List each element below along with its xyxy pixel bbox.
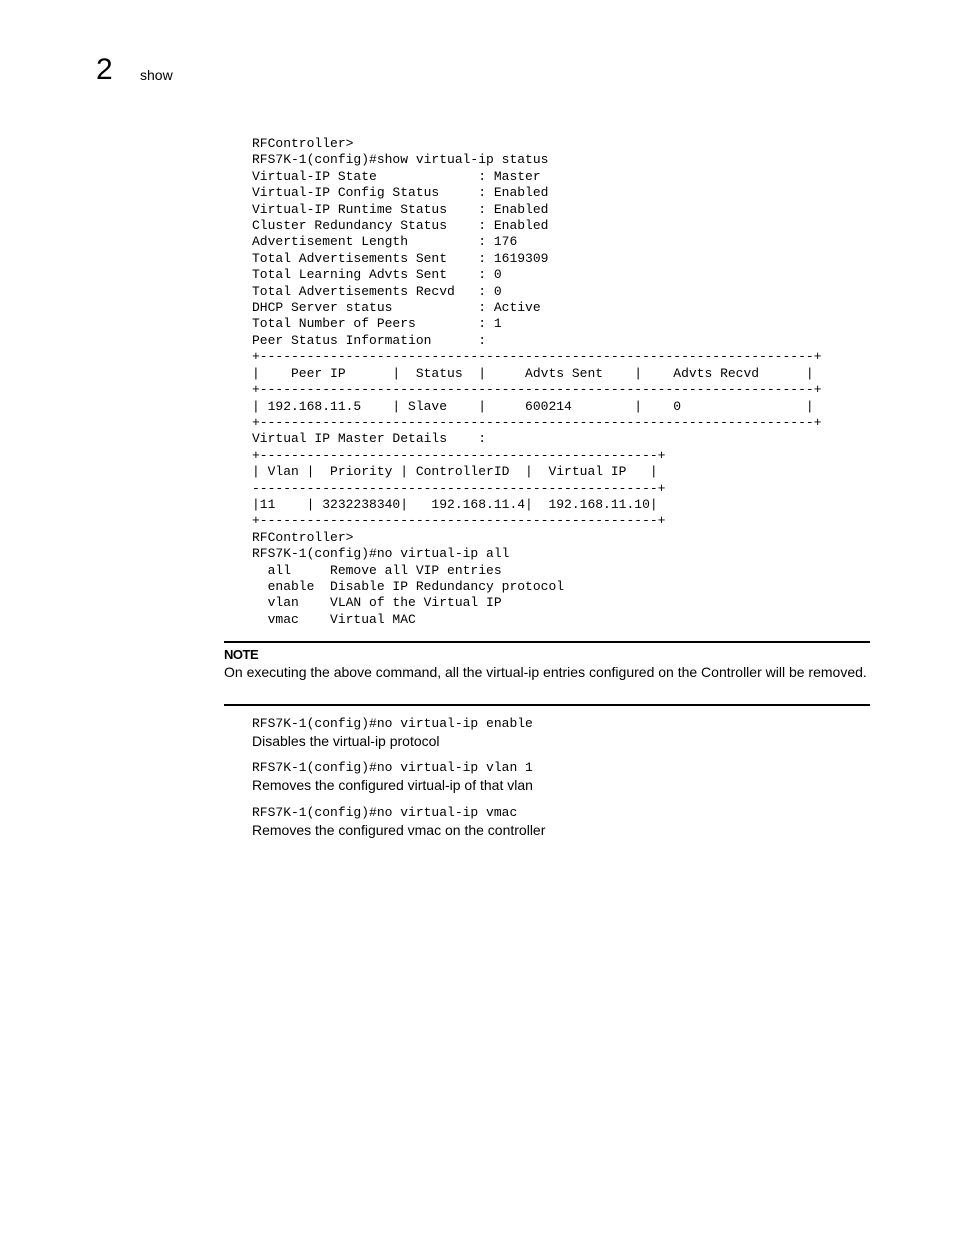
- command-no-virtual-ip-vmac: RFS7K-1(config)#no virtual-ip vmac: [252, 805, 518, 820]
- chapter-title: show: [140, 67, 173, 83]
- description-no-virtual-ip-vlan: Removes the configured virtual-ip of that vlan: [252, 777, 533, 793]
- command-no-virtual-ip-enable: RFS7K-1(config)#no virtual-ip enable: [252, 716, 533, 731]
- note-heading: NOTE: [224, 647, 259, 662]
- code-block-show-virtual-ip: RFController> RFS7K-1(config)#show virtual-ip status Virtual-IP State : Master Virtual-IP Config Status : Enabled Virtual-IP Runtime Status : Enabled Cluster Redundancy Status : Enabled Advertisement Length : 176 Total Advertisements Sent : 1619309 Total Learning Advts Sent : 0 Total Advertisements Recvd : 0 DHCP Server status : Active Total Number of Peers : 1 Peer Status Information : +-----------------------------------------------------------------------+ | Peer IP | Status | Advts Sent | Advts Recvd | +-----------------------------------------------------------------------+ | 192.168.11.5 | Slave | 600214 | 0 | +-----------------------------------------------------------------------+ Virtual IP Master Details : +---------------------------------------------------+ | Vlan | Priority | ControllerID | Virtual IP | ----------------------------------------------------+ |11 | 3232238340| 192.168.11.4| 192.168.11.10| +---------------------------------------------------+ RFController> RFS7K-1(config)#no virtual-ip all all Remove all VIP entries enable Disable IP Redundancy protocol vlan VLAN of the Virtual IP vmac Virtual MAC: [252, 136, 822, 627]
- note-text: On executing the above command, all the virtual-ip entries configured on the Controller will be removed.: [224, 664, 867, 680]
- description-no-virtual-ip-vmac: Removes the configured vmac on the controller: [252, 822, 546, 838]
- chapter-number: 2: [96, 53, 113, 86]
- description-no-virtual-ip-enable: Disables the virtual-ip protocol: [252, 733, 440, 749]
- note-box: [224, 641, 870, 706]
- command-no-virtual-ip-vlan: RFS7K-1(config)#no virtual-ip vlan 1: [252, 760, 533, 775]
